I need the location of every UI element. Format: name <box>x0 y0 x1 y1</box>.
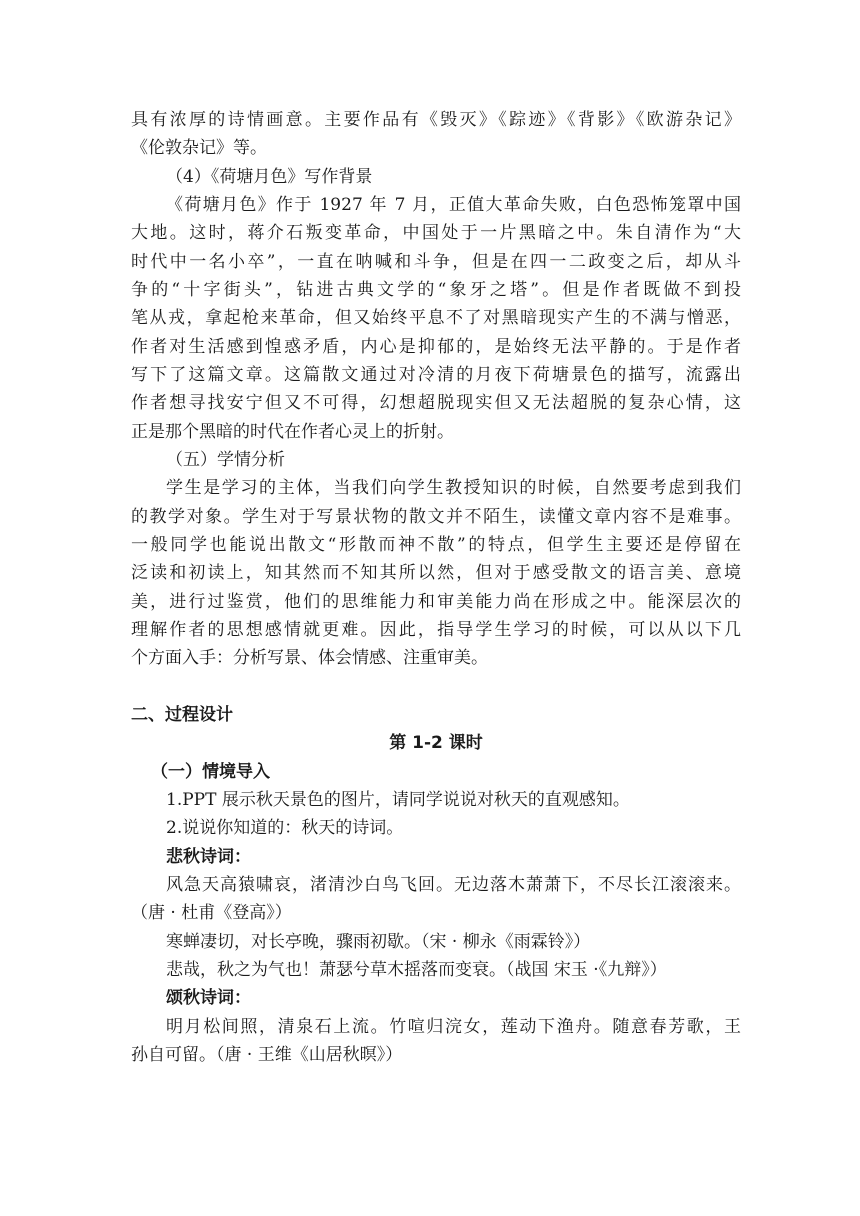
poem-group-heading: 颂秋诗词： <box>166 988 251 1008</box>
paragraph-line: 正是那个黑暗的时代在作者心灵上的折射。 <box>131 422 454 442</box>
paragraph-line: 写下了这篇文章。这篇散文通过对冷清的月夜下荷塘景色的描写，流露出 <box>131 365 741 385</box>
paragraph-line: 时代中一名小卒”，一直在呐喊和斗争，但是在四一二政变之后，却从斗 <box>131 252 741 272</box>
subsection-heading: （一）情境导入 <box>151 762 270 782</box>
paragraph-line: 学生是学习的主体，当我们向学生教授知识的时候，自然要考虑到我们 <box>166 478 741 498</box>
paragraph-line: 大地。这时，蒋介石叛变革命，中国处于一片黑暗之中。朱自清作为“大 <box>131 223 741 243</box>
paragraph-line: 具有浓厚的诗情画意。主要作品有《毁灭》《踪迹》《背影》《欧游杂记》 <box>131 110 741 130</box>
poem-line: 寒蝉凄切，对长亭晚，骤雨初歇。（宋 · 柳永《雨霖铃》） <box>166 932 591 952</box>
list-item: 1.PPT 展示秋天景色的图片，请同学说说对秋天的直观感知。 <box>166 790 630 810</box>
paragraph-line: 作者对生活感到惶惑矛盾，内心是抑郁的，是始终无法平静的。于是作者 <box>131 337 741 357</box>
paragraph-line: 个方面入手：分析写景、体会情感、注重审美。 <box>131 648 488 668</box>
subsection-heading: （五）学情分析 <box>166 450 285 470</box>
paragraph-line: 《荷塘月色》作于 1927 年 7 月，正值大革命失败，白色恐怖笼罩中国 <box>166 195 741 215</box>
paragraph-line: 美，进行过鉴赏，他们的思维能力和审美能力尚在形成之中。能深层次的 <box>131 592 741 612</box>
paragraph-line: 《伦敦杂记》等。 <box>131 138 267 158</box>
section-heading: 二、过程设计 <box>131 705 233 725</box>
poem-line: 孙自可留。（唐 · 王维《山居秋暝》） <box>131 1045 403 1065</box>
subsection-heading: （4）《荷塘月色》写作背景 <box>166 167 373 187</box>
poem-line: 悲哉，秋之为气也！萧瑟兮草木摇落而变衰。（战国 宋玉 ·《九辩》） <box>166 960 667 980</box>
poem-group-heading: 悲秋诗词： <box>166 847 251 867</box>
poem-line: 风急天高猿啸哀，渚清沙白鸟飞回。无边落木萧萧下，不尽长江滚滚来。 <box>166 875 741 895</box>
list-item: 2.说说你知道的：秋天的诗词。 <box>166 818 404 838</box>
lesson-title: 第 1-2 课时 <box>389 733 483 753</box>
poem-line: 明月松间照，清泉石上流。竹喧归浣女，莲动下渔舟。随意春芳歌，王 <box>166 1017 741 1037</box>
paragraph-line: 作者想寻找安宁但又不可得，幻想超脱现实但又无法超脱的复杂心情，这 <box>131 393 741 413</box>
paragraph-line: 理解作者的思想感情就更难。因此，指导学生学习的时候，可以从以下几 <box>131 620 741 640</box>
paragraph-line: 争的“十字街头”，钻进古典文学的“象牙之塔”。但是作者既做不到投 <box>131 280 741 300</box>
paragraph-line: 泛读和初读上，知其然而不知其所以然，但对于感受散文的语言美、意境 <box>131 563 741 583</box>
paragraph-line: 一般同学也能说出散文“形散而神不散”的特点，但学生主要还是停留在 <box>131 535 741 555</box>
poem-source: （唐 · 杜甫《登高》） <box>131 903 292 923</box>
paragraph-line: 的教学对象。学生对于写景状物的散文并不陌生，读懂文章内容不是难事。 <box>131 507 741 527</box>
paragraph-line: 笔从戎，拿起枪来革命，但又始终平息不了对黑暗现实产生的不满与憎恶， <box>131 308 741 328</box>
